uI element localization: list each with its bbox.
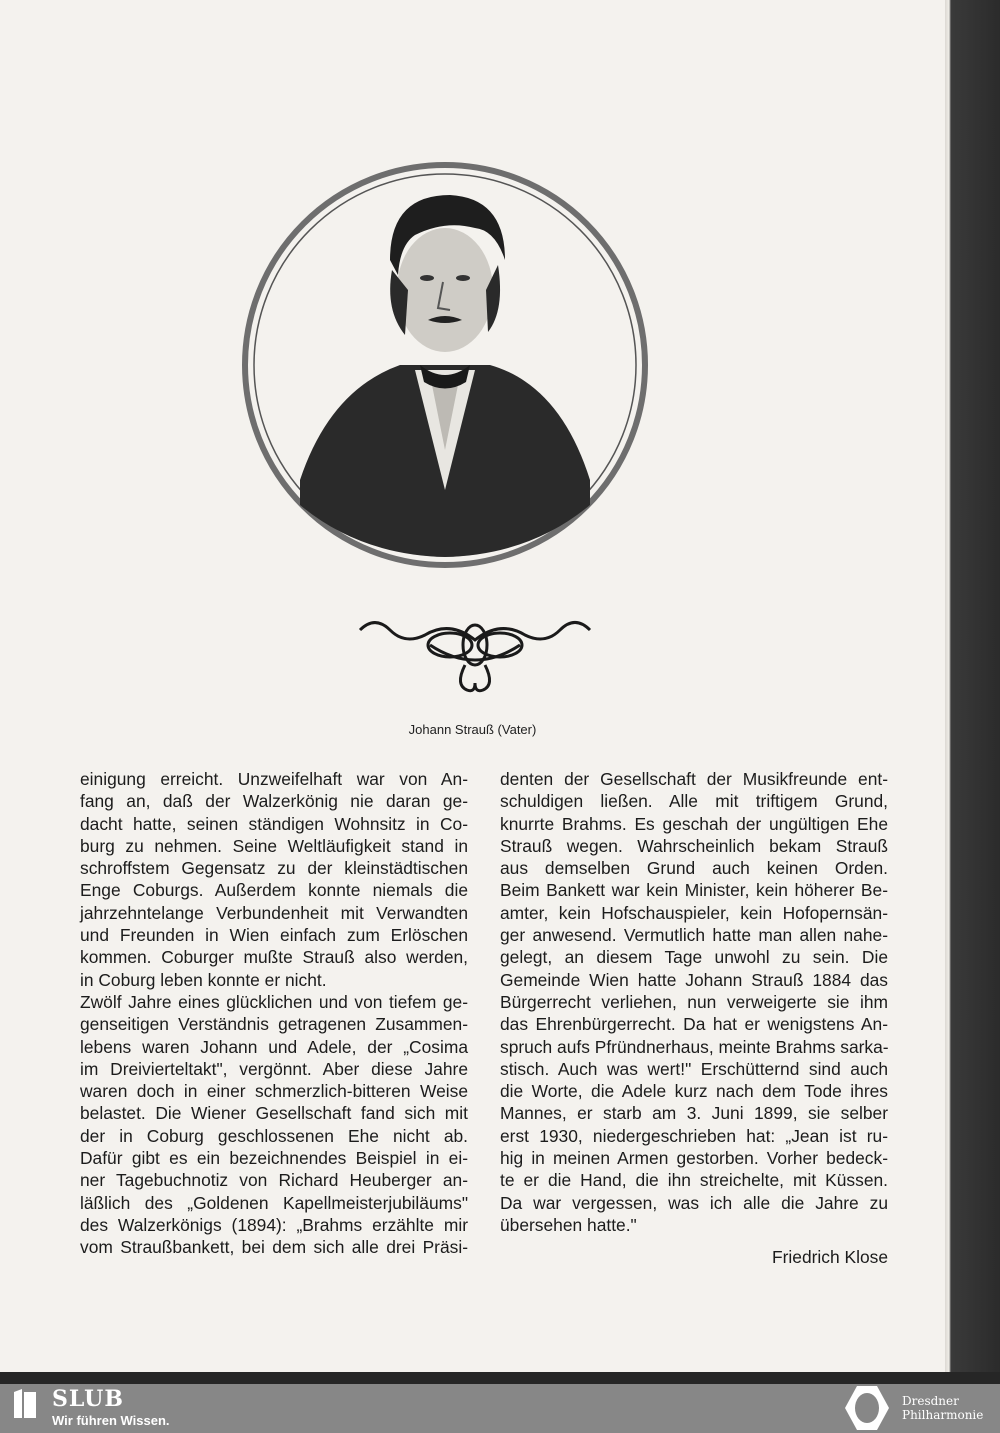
text-line: ner Tagebuchnotiz von Richard Heuberger an-: [80, 1170, 468, 1191]
text-line: des Walzerkönigs (1894): „Brahms erzählte mir: [80, 1214, 468, 1235]
text-line: dacht hatte, seinen ständigen Wohnsitz in Co-: [80, 813, 468, 834]
text-line: Beim Bankett war kein Minister, kein höherer Be-: [500, 880, 888, 901]
text-line: schroffstem Gegensatz zu der kleinstädtischen: [80, 858, 468, 879]
text-line: Da war vergessen, was ich alle die Jahre zu: [500, 1192, 888, 1213]
text-line: aus demselben Grund auch keinen Orden.: [500, 858, 888, 879]
text-line: Gemeinde Wien hatte Johann Strauß 1884 das: [500, 969, 888, 990]
page-edge: [945, 0, 1000, 1372]
text-line: die Worte, die Adele kurz nach dem Tode ihres: [500, 1081, 888, 1102]
text-line: Bürgerrecht verliehen, nun verweigerte sie ihm: [500, 991, 888, 1012]
text-line: läßlich des „Goldenen Kapellmeisterjubiläums": [80, 1192, 468, 1213]
portrait-engraving: [240, 160, 650, 570]
text-line: jahrzehntelange Verbundenheit mit Verwandten: [80, 902, 468, 923]
text-line: denten der Gesellschaft der Musikfreunde ent-: [500, 769, 888, 789]
text-line: amter, kein Hofschauspieler, kein Hofopernsän-: [500, 902, 888, 923]
slub-logo-text: SLUB: [52, 1386, 124, 1412]
text-line: der in Coburg geschlossenen Ehe nicht ab.: [80, 1125, 468, 1146]
text-line: te er die Hand, die ihn streichelte, mit Küssen.: [500, 1170, 888, 1191]
text-line: im Dreivierteltakt", vergönnt. Aber diese Jahre: [80, 1058, 468, 1079]
text-line: burg zu nehmen. Seine Weltläufigkeit stand in: [80, 835, 468, 856]
text-line: Mannes, er starb am 3. Juni 1899, sie selber: [500, 1103, 888, 1124]
text-line: Zwölf Jahre eines glücklichen und von tiefem ge-: [80, 991, 468, 1012]
partner-name-line2: Philharmonie: [902, 1408, 984, 1422]
text-line: hig in meinen Armen gestorben. Vorher bedeck-: [500, 1148, 888, 1169]
scan-border: [0, 1372, 1000, 1384]
text-line: kommen. Coburger mußte Strauß also werden,: [80, 947, 468, 968]
text-line: übersehen hatte.": [500, 1214, 637, 1235]
philharmonie-logo-text: [902, 1394, 983, 1422]
text-line: knurrte Brahms. Es geschah der ungültigen Ehe: [500, 813, 888, 834]
text-line: und Freunden in Wien einfach zum Erlöschen: [80, 925, 468, 946]
text-line: Enge Coburgs. Außerdem konnte niemals die: [80, 880, 468, 901]
text-line: stisch. Auch was wert!" Erschütternd sind auch: [500, 1058, 888, 1079]
footer-bar: [0, 1384, 1000, 1433]
text-line: das Ehrenbürgerrecht. Da hat er wenigstens An-: [500, 1014, 888, 1035]
slub-book-icon: [12, 1388, 38, 1420]
text-line: gelegt, an diesem Tage unwohl zu sein. Die: [500, 947, 888, 968]
portrait-caption: Johann Strauß (Vater): [408, 722, 537, 737]
text-line: genseitigen Verständnis getragenen Zusammen-: [80, 1014, 468, 1035]
partner-name-line1: Dresdner: [902, 1394, 959, 1408]
text-line: waren doch in einer schmerzlich-bitteren Weise: [80, 1081, 468, 1102]
text-line: vom Straußbankett, bei dem sich alle drei Präsi-: [80, 1237, 468, 1258]
text-line: ger anwesend. Vermutlich hatte man allen nahe-: [500, 925, 888, 946]
text-line: erst 1930, niedergeschrieben hat: „Jean ist ru-: [500, 1125, 888, 1146]
text-column-left: [80, 768, 468, 1259]
decorative-ornament: [355, 615, 595, 695]
text-line: schuldigen ließen. Alle mit triftigem Grund,: [500, 791, 888, 812]
text-line: Strauß wegen. Wahrscheinlich bekam Strauß: [500, 835, 888, 856]
author-signature: Friedrich Klose: [772, 1247, 888, 1268]
text-line: Dafür gibt es ein bezeichnendes Beispiel in ei-: [80, 1148, 468, 1169]
text-line: in Coburg leben konnte er nicht.: [80, 969, 327, 990]
text-line: lebens waren Johann und Adele, der „Cosima: [80, 1036, 468, 1057]
text-line: fang an, daß der Walzerkönig nie daran ge-: [80, 791, 468, 812]
text-column-right: [500, 768, 888, 1269]
philharmonie-logo-icon: [843, 1384, 891, 1432]
text-line: spruch aufs Pfründnerhaus, meinte Brahms sarka-: [500, 1036, 889, 1057]
slub-tagline: Wir führen Wissen.: [52, 1413, 170, 1428]
text-line: belastet. Die Wiener Gesellschaft fand sich mit: [80, 1103, 468, 1124]
text-line: einigung erreicht. Unzweifelhaft war von An-: [80, 769, 468, 789]
